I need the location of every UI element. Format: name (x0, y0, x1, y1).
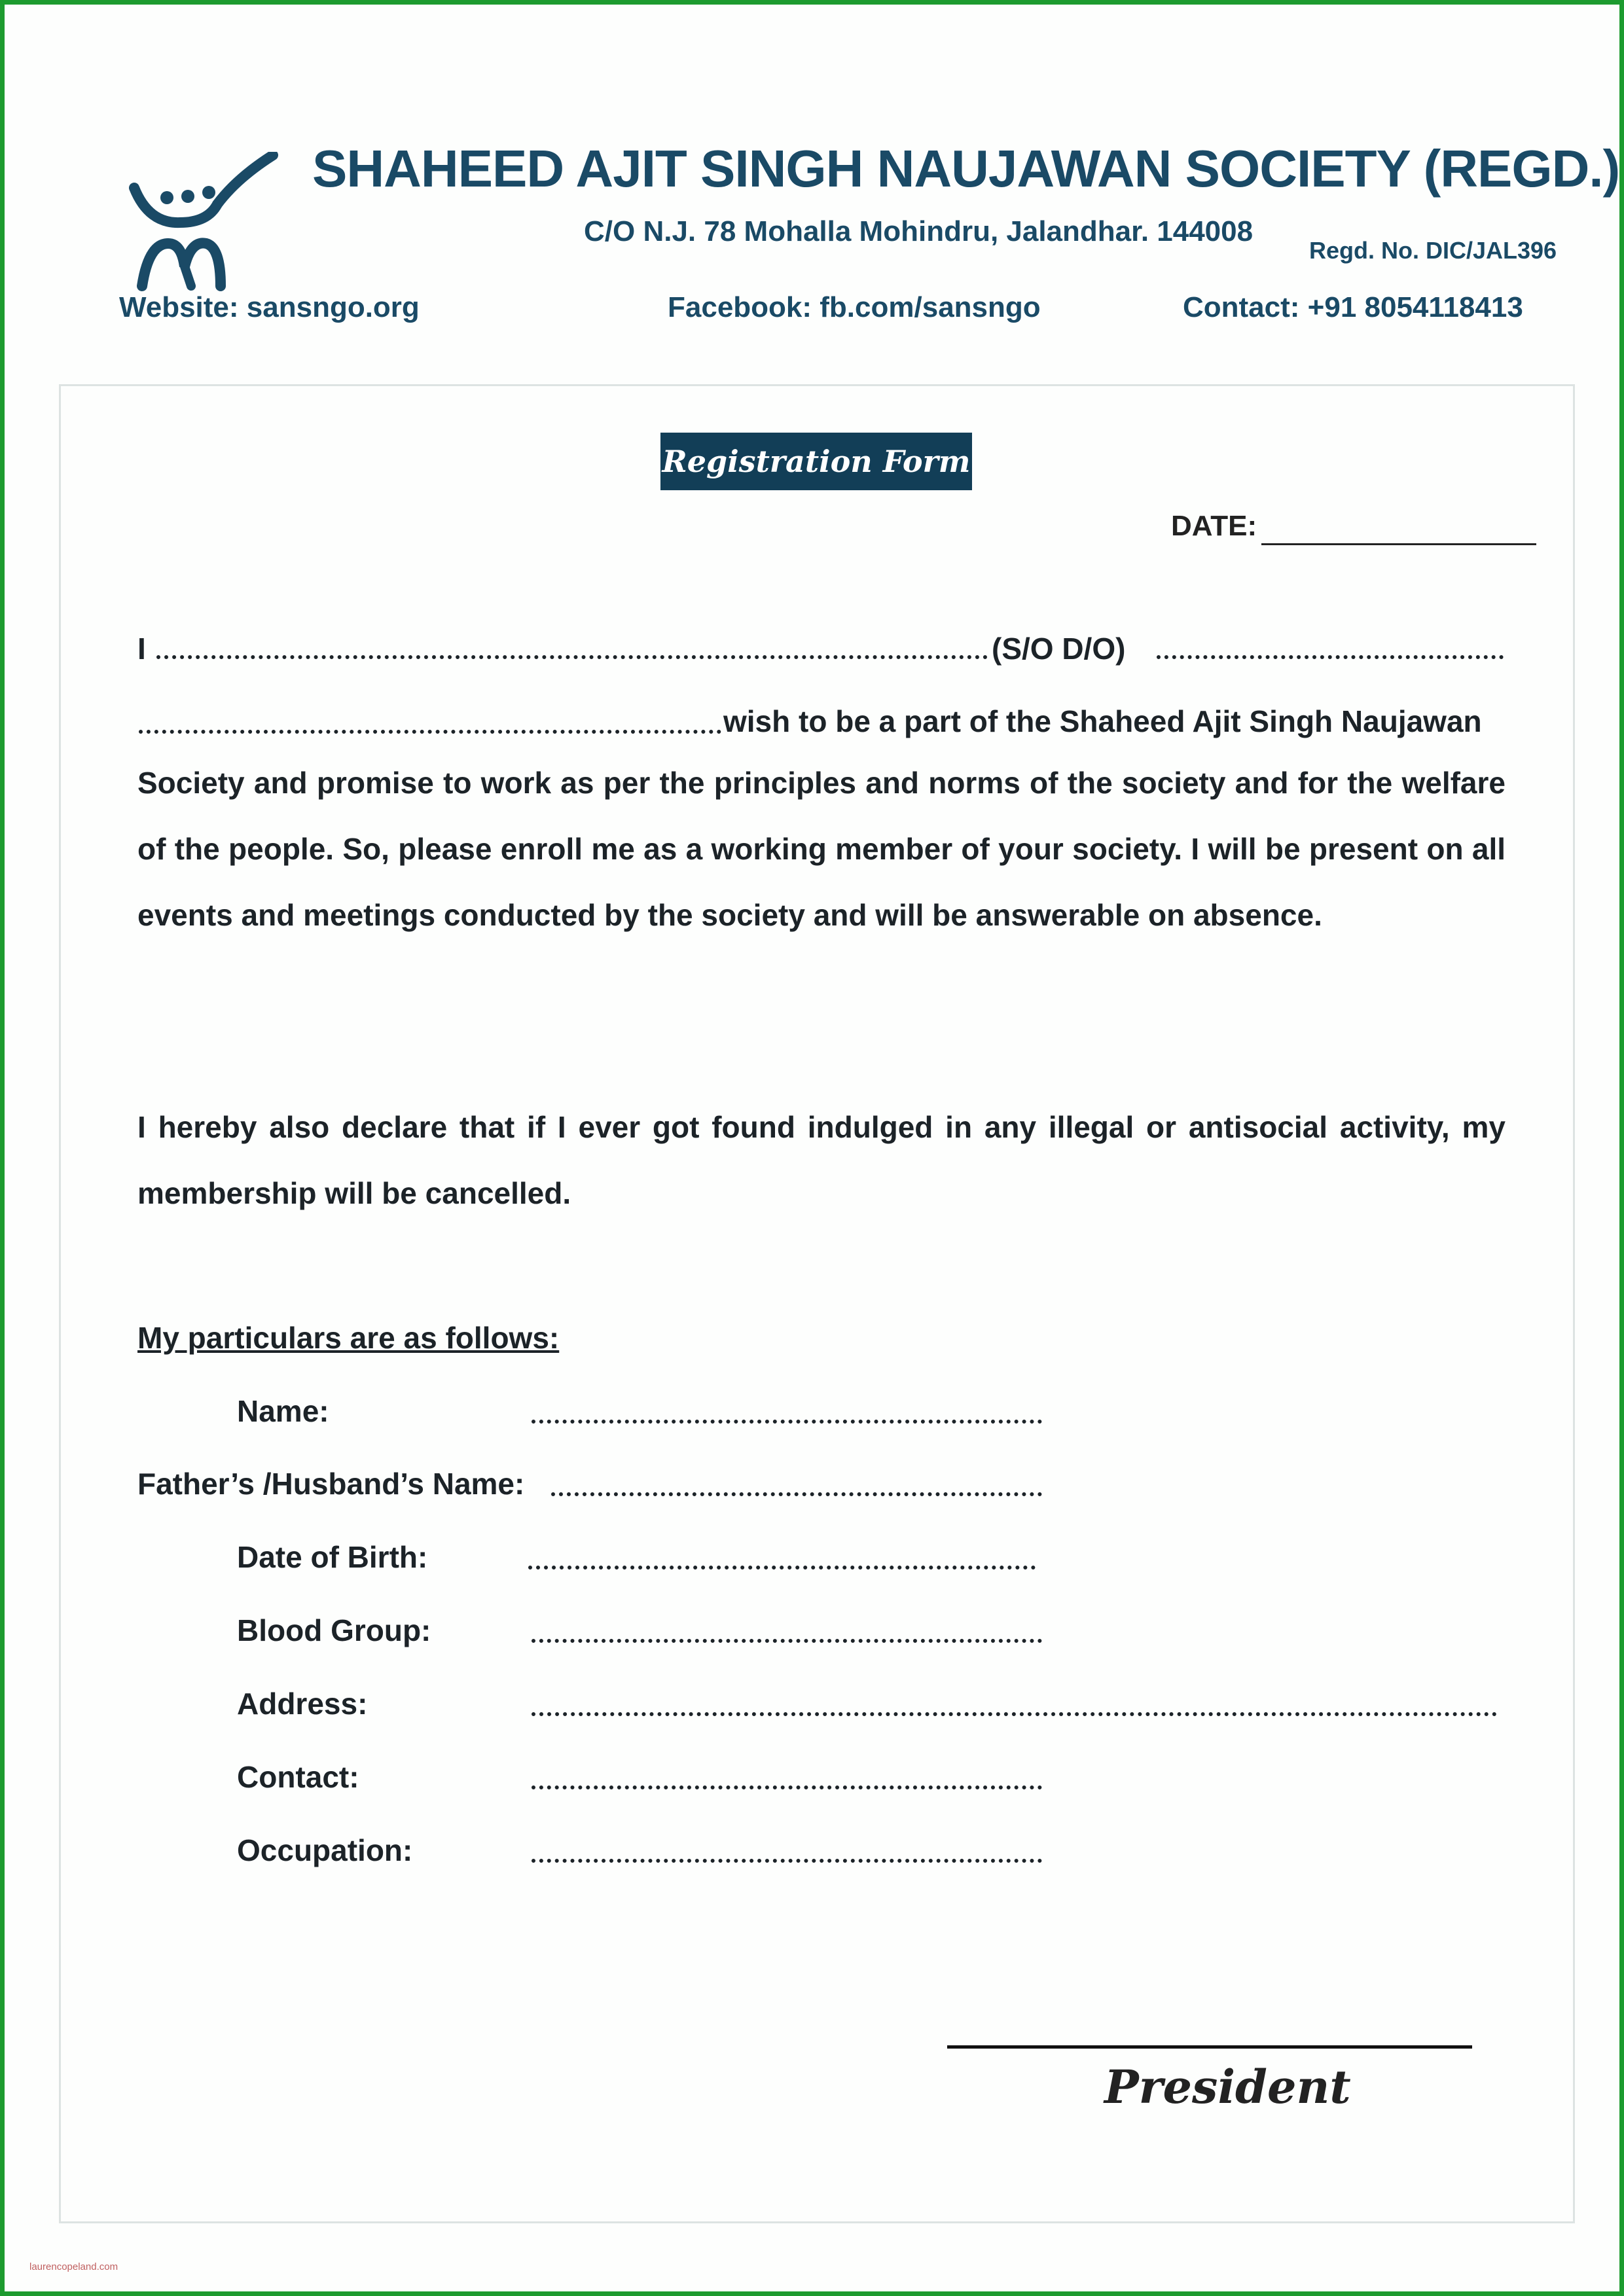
line1-prefix: I (137, 632, 146, 666)
org-address: C/O N.J. 78 Mohalla Mohindru, Jalandhar. 144008 (584, 215, 1254, 247)
parent-name-field[interactable] (1157, 655, 1504, 659)
signature-line[interactable] (947, 2045, 1472, 2049)
pledge-paragraph: Society and promise to work as per the principles and norms of the society and for the welfare of the people. So, please enroll me as a working member of your society. I will be present on all events and meetings conducted by the society and will be answerable on absence. (137, 766, 1506, 932)
address-field[interactable] (532, 1712, 1497, 1716)
registration-number: Regd. No. DIC/JAL396 (1309, 237, 1557, 264)
applicant-name-field[interactable] (156, 655, 988, 659)
website-link[interactable]: Website: sansngo.org (119, 291, 420, 323)
line1-relation: (S/O D/O) (992, 632, 1126, 666)
date-of-birth-label: Date of Birth: (237, 1540, 428, 1574)
line2-text: wish to be a part of the Shaheed Ajit Singh Naujawan (723, 704, 1482, 738)
parent-name-continuation-field[interactable] (139, 730, 721, 734)
contact-field[interactable] (532, 1785, 1042, 1789)
signature-title: President (1104, 2060, 1351, 2114)
name-field[interactable] (532, 1420, 1042, 1424)
particulars-heading: My particulars are as follows: (137, 1321, 560, 1355)
date-field[interactable] (1261, 543, 1536, 545)
occupation-field[interactable] (532, 1859, 1042, 1863)
father-husband-name-label: Father’s /Husband’s Name: (137, 1467, 525, 1501)
blood-group-field[interactable] (532, 1639, 1042, 1643)
blood-group-label: Blood Group: (237, 1613, 431, 1647)
org-name: SHAHEED AJIT SINGH NAUJAWAN SOCIETY (REGD.) (312, 139, 1620, 198)
contact-label: Contact: (237, 1760, 359, 1794)
society-logo (129, 152, 280, 293)
date-of-birth-field[interactable] (528, 1566, 1036, 1570)
address-label: Address: (237, 1687, 368, 1721)
contact-number: Contact: +91 8054118413 (1183, 291, 1523, 323)
facebook-link[interactable]: Facebook: fb.com/sansngo (668, 291, 1041, 323)
occupation-label: Occupation: (237, 1833, 413, 1867)
name-label: Name: (237, 1394, 329, 1428)
watermark: laurencopeland.com (29, 2261, 118, 2272)
form-frame (59, 384, 1575, 2223)
date-label: DATE: (1171, 510, 1257, 542)
form-title-badge: Registration Form (660, 433, 972, 490)
father-husband-name-field[interactable] (551, 1492, 1042, 1496)
declaration-paragraph: I hereby also declare that if I ever got found indulged in any illegal or antisocial activity, my membership will be cancelled. (137, 1110, 1506, 1210)
